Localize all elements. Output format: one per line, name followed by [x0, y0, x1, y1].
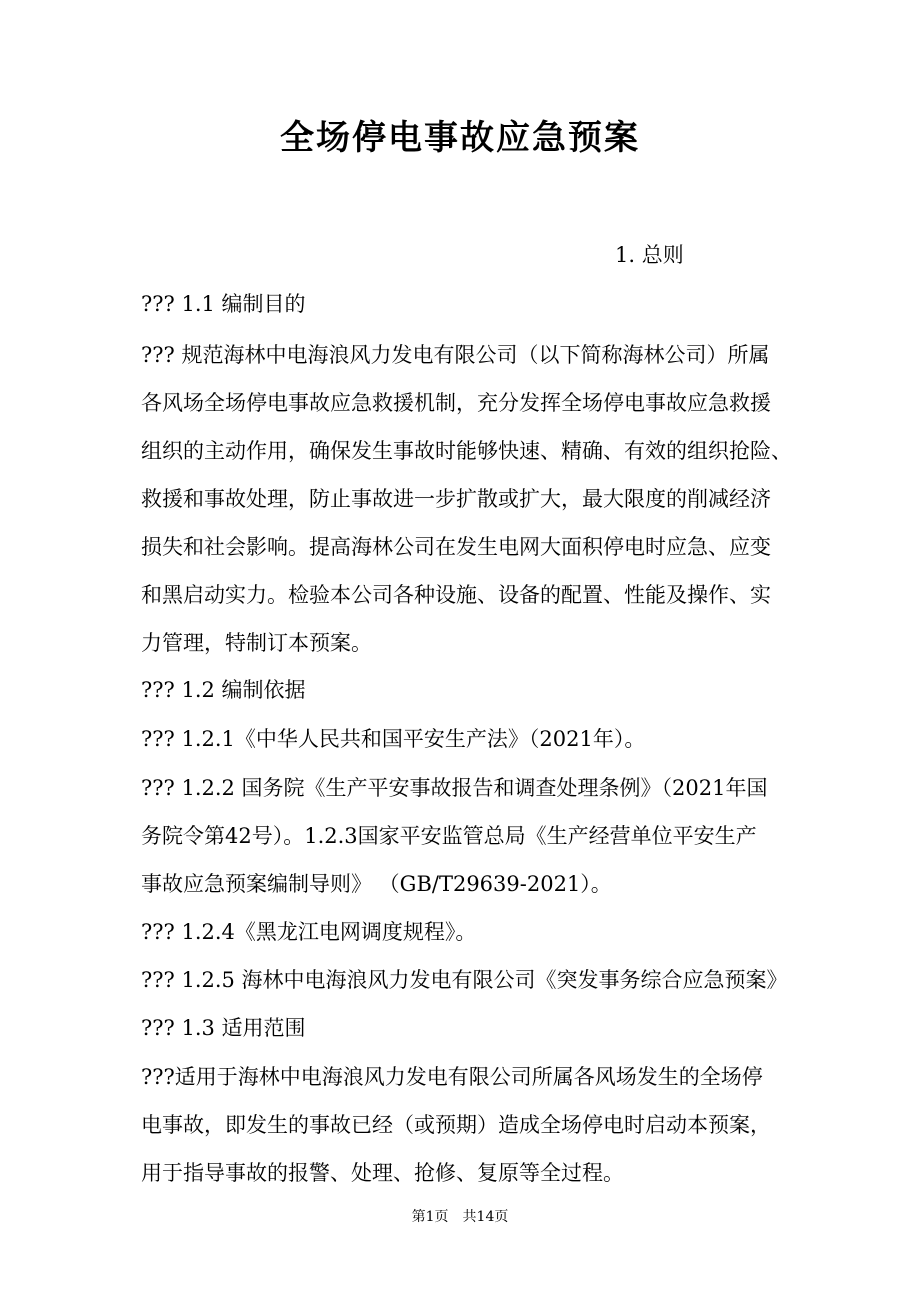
text-line: 救援和事故处理，防止事故进一步扩散或扩大，最大限度的削减经济: [141, 487, 771, 511]
text-line: ??? 1.1 编制目的: [141, 292, 306, 316]
text-line: ??? 1.2.5 海林中电海浪风力发电有限公司《突发事务综合应急预案》: [141, 968, 788, 992]
text-line: 用于指导事故的报警、处理、抢修、复原等全过程。: [141, 1161, 624, 1185]
section-heading-general: 1. 总则: [615, 243, 684, 267]
text-line: 各风场全场停电事故应急救援机制，充分发挥全场停电事故应急救援: [141, 391, 771, 415]
text-line: ??? 1.2.4《黑龙江电网调度规程》。: [141, 920, 477, 944]
text-line: ??? 1.2.1《中华人民共和国平安生产法》（2021年）。: [141, 727, 646, 751]
text-line: 组织的主动作用，确保发生事故时能够快速、精确、有效的组织抢险、: [141, 439, 792, 463]
text-line: 和黑启动实力。检验本公司各种设施、设备的配置、性能及操作、实: [141, 583, 771, 607]
text-line: 力管理，特制订本预案。: [141, 631, 372, 655]
text-line: ??? 1.2 编制依据: [141, 678, 306, 702]
document-title: 全场停电事故应急预案: [280, 118, 640, 158]
text-line: ???适用于海林中电海浪风力发电有限公司所属各风场发生的全场停: [141, 1065, 763, 1089]
text-line: 务院令第42号）。1.2.3国家平安监管总局《生产经营单位平安生产: [141, 824, 757, 848]
page-footer: 第1页 共14页: [411, 1209, 509, 1225]
text-line: 电事故，即发生的事故已经（或预期）造成全场停电时启动本预案，: [141, 1113, 771, 1137]
text-line: 损失和社会影响。提高海林公司在发生电网大面积停电时应急、应变: [141, 535, 771, 559]
text-line: ??? 1.2.2 国务院《生产平安事故报告和调查处理条例》（2021年国: [141, 776, 768, 800]
text-line: ??? 1.3 适用范围: [141, 1016, 306, 1040]
text-line: ??? 规范海林中电海浪风力发电有限公司（以下简称海林公司）所属: [141, 343, 770, 367]
text-line: 事故应急预案编制导则》 （GB/T29639-2021）。: [141, 872, 612, 896]
